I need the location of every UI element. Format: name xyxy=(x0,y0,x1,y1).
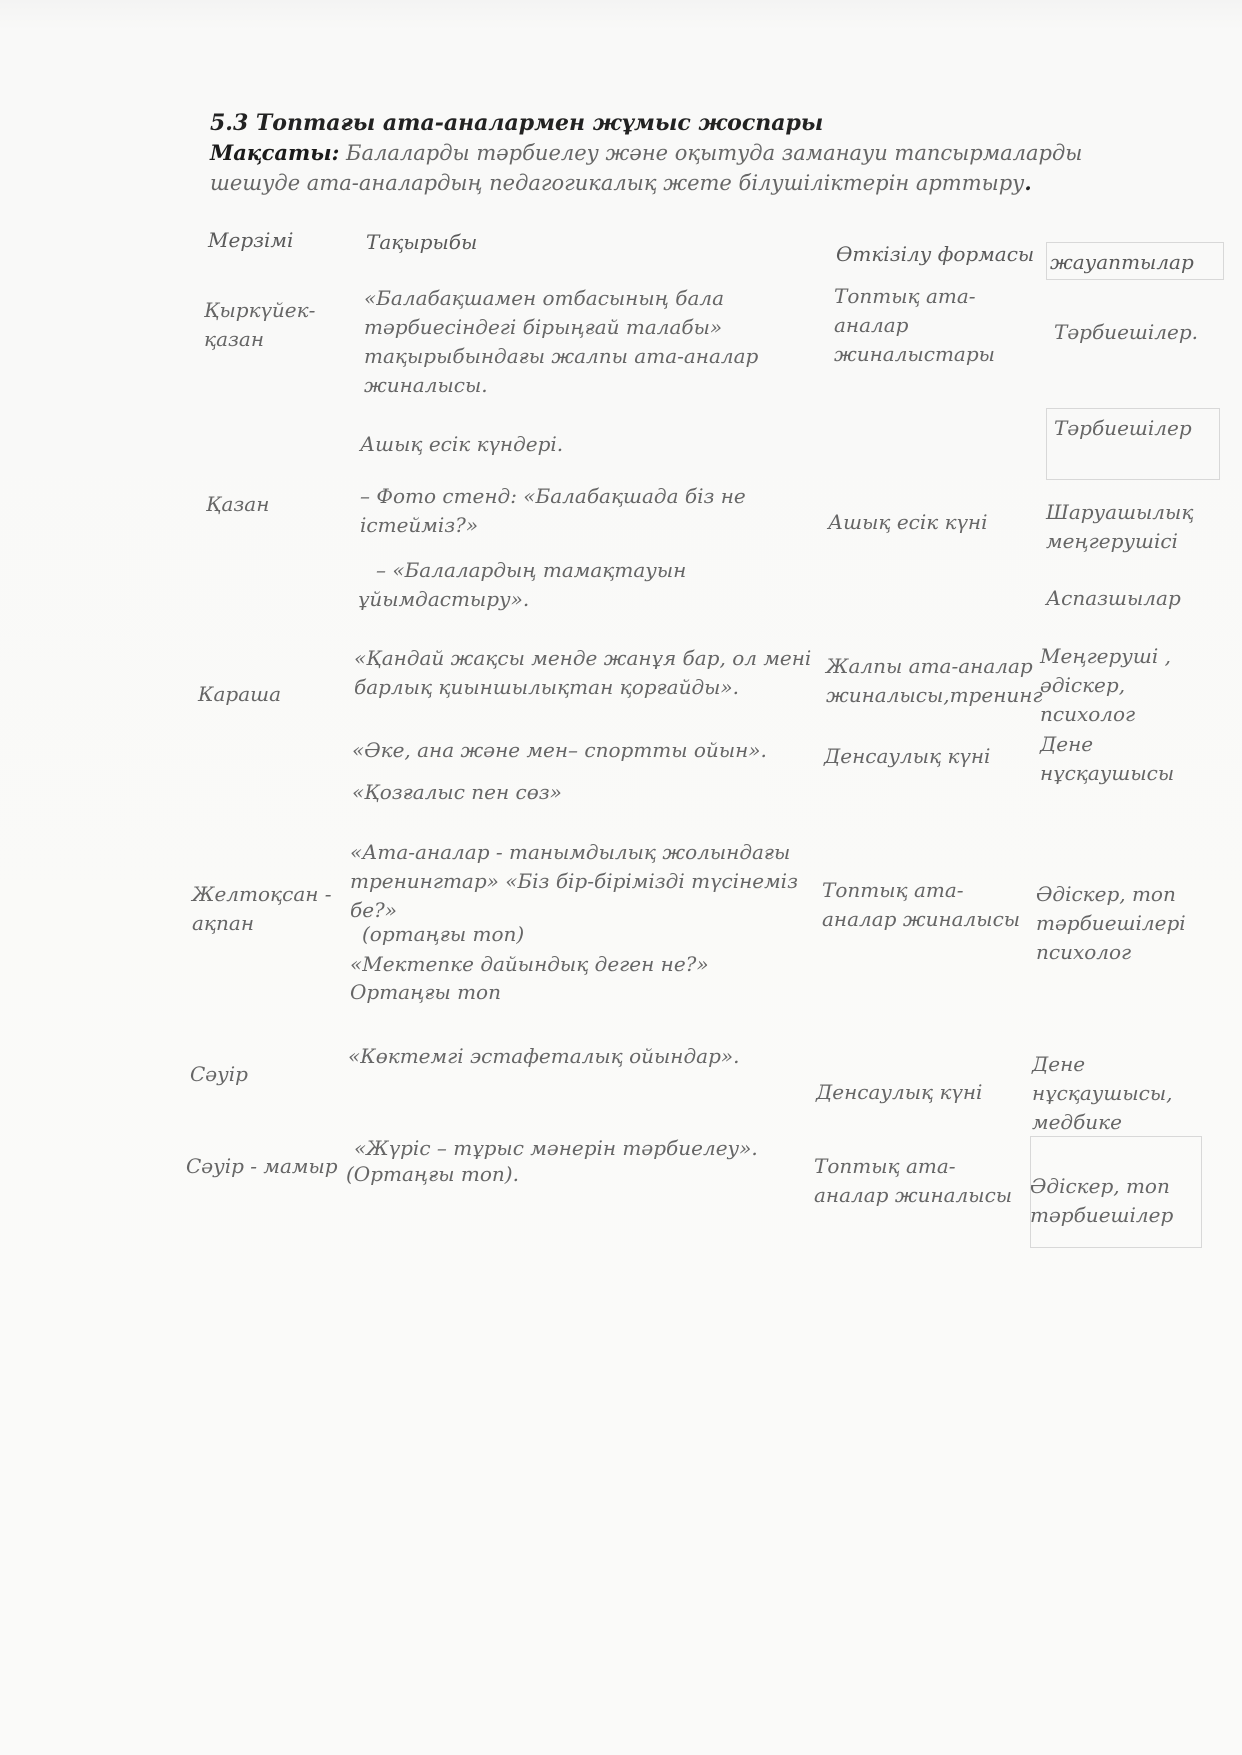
goal-paragraph xyxy=(210,138,1130,198)
row5-responsible: Дене нұсқаушысы, медбике xyxy=(1032,1052,1173,1134)
row2-responsible-1: Тәрбиешілер xyxy=(1054,416,1192,440)
row4-responsible: Әдіскер, топ тәрбиешілері психолог xyxy=(1036,882,1186,964)
row6-responsible: Әдіскер, топ тәрбиешілер xyxy=(1030,1174,1174,1227)
row1-topic: «Балабақшамен отбасының бала тәрбиесіндегі бірыңғай талабы» тақырыбындағы жалпы ата-аналар жиналысы. xyxy=(364,286,759,397)
row6-form: Топтық ата-аналар жиналысы xyxy=(814,1154,1013,1207)
row5-term: Сәуір xyxy=(190,1062,248,1086)
row2-topic-3: – «Балалардың тамақтауын ұйымдастыру». xyxy=(358,558,687,611)
row4-topic-2: (ортаңғы топ) xyxy=(362,922,525,946)
row6-topic-1: «Жүріс – тұрыс мәнерін тәрбиелеу». xyxy=(354,1136,758,1160)
row1-term: Қыркүйек-қазан xyxy=(204,298,316,351)
row2-term: Қазан xyxy=(206,492,270,516)
row3-form-2: Денсаулық күні xyxy=(824,744,991,768)
row6-term: Сәуір - мамыр xyxy=(186,1154,338,1178)
header-topic: Тақырыбы xyxy=(366,230,478,254)
row3-topic-2: «Әке, ана және мен– спортты ойын». xyxy=(352,738,767,762)
row4-form: Топтық ата-аналар жиналысы xyxy=(822,878,1021,931)
row4-term: Желтоқсан - ақпан xyxy=(192,882,332,935)
goal-text: Балаларды тәрбиелеу және оқытуда заманауи тапсырмаларды шешуде ата-аналардың педагогикалық жете білушіліктерін арттыру xyxy=(210,141,1083,195)
row4-topic-4: Ортаңғы топ xyxy=(350,980,501,1004)
row3-responsible-2: Дене нұсқаушысы xyxy=(1040,732,1175,785)
row3-topic-3: «Қозғалыс пен сөз» xyxy=(352,780,562,804)
row4-topic-3: «Мектепке дайындық деген не?» xyxy=(350,952,709,976)
row2-form: Ашық есік күні xyxy=(828,510,988,534)
header-form: Өткізілу формасы xyxy=(836,242,1035,266)
row3-responsible-1: Меңгеруші , әдіскер, психолог xyxy=(1040,644,1171,726)
row2-topic-2: – Фото стенд: «Балабақшада біз не істейміз?» xyxy=(360,484,746,537)
row3-form-1: Жалпы ата-аналар жиналысы,тренинг xyxy=(826,654,1043,707)
row5-form: Денсаулық күні xyxy=(816,1080,983,1104)
row2-responsible-3: Аспазшылар xyxy=(1046,586,1181,610)
goal-label: Мақсаты: xyxy=(210,140,340,165)
row5-topic: «Көктемгі эстафеталық ойындар». xyxy=(348,1044,740,1068)
row2-topic-1: Ашық есік күндері. xyxy=(360,432,564,456)
header-responsible: жауаптылар xyxy=(1050,250,1194,274)
row3-topic-1: «Қандай жақсы менде жанұя бар, ол мені барлық қиыншылықтан қорғайды». xyxy=(354,646,812,699)
row3-term: Караша xyxy=(198,682,281,706)
row1-responsible: Тәрбиешілер. xyxy=(1054,320,1198,344)
row2-responsible-2: Шаруашылық меңгерушісі xyxy=(1046,500,1194,553)
goal-tail: . xyxy=(1024,170,1032,195)
page-title: 5.3 Топтағы ата-аналармен жұмыс жоспары xyxy=(210,110,824,136)
row6-topic-2: (Ортаңғы топ). xyxy=(346,1162,519,1186)
row4-topic-1: «Ата-аналар - танымдылық жолындағы тренингтар» «Біз бір-бірімізді түсінеміз бе?» xyxy=(350,840,798,922)
header-term: Мерзімі xyxy=(208,228,294,252)
row1-form: Топтық ата-аналар жиналыстары xyxy=(834,284,995,366)
